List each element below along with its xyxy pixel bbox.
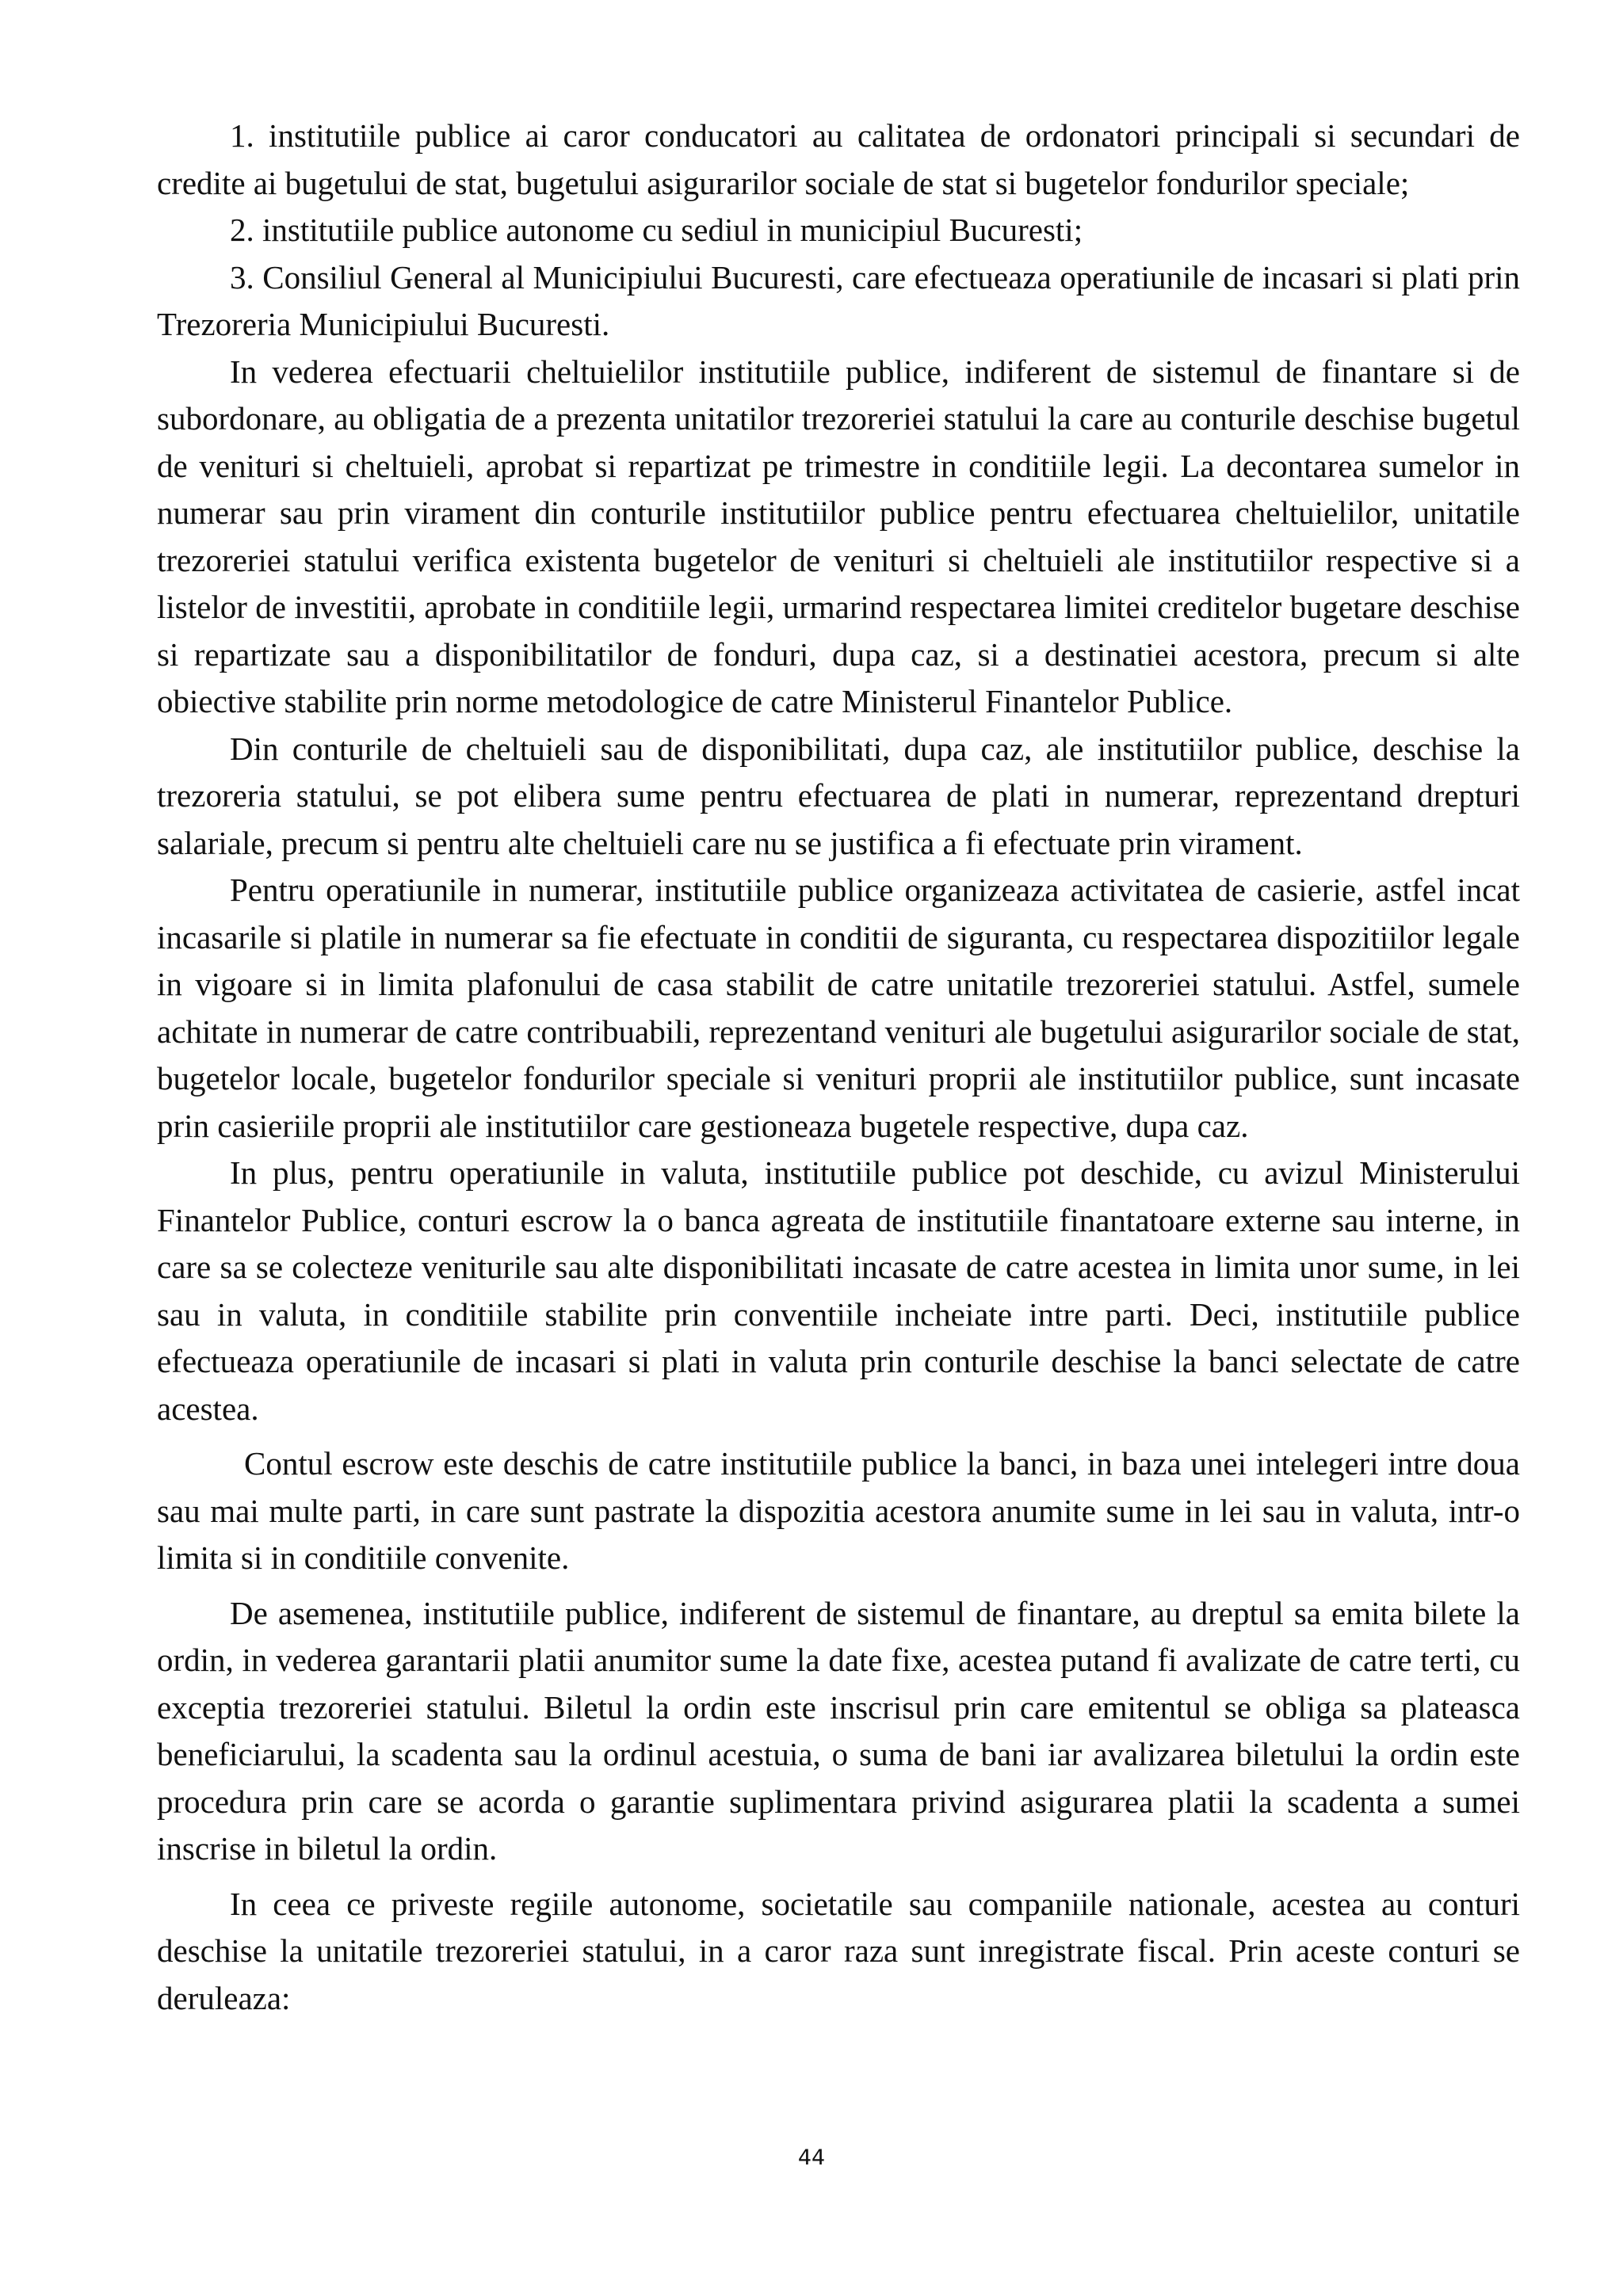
paragraph-cash-payments: Din conturile de cheltuieli sau de disponibilitati, dupa caz, ale institutiilor publice, deschise la trezoreria statului, se pot elibera sume pentru efectuarea de plati in numerar, reprezentand drepturi salariale, precum si pentru alte cheltuieli care nu se justifica a fi efectuate prin virament. <box>157 730 1520 861</box>
paragraph-escrow-account: Contul escrow este deschis de catre institutiile publice la banci, in baza unei intelegeri intre doua sau mai multe parti, in care sunt pastrate la dispozitia acestora anumite sume in lei sau in valuta, intr-o limita si in conditiile convenite. <box>157 1445 1520 1576</box>
list-item-1: 1. institutiile publice ai caror conducatori au calitatea de ordonatori principali si secundari de credite ai bugetului de stat, bugetului asigurarilor sociale de stat si bugetelor fondurilor speciale; <box>157 117 1520 201</box>
list-item-2: 2. institutiile publice autonome cu sediul in municipiul Bucuresti; <box>230 212 1083 248</box>
page-number: 44 <box>797 2145 826 2170</box>
list-item-3: 3. Consiliul General al Municipiului Bucuresti, care efectueaza operatiunile de incasari si plati prin Trezoreria Municipiului Bucuresti. <box>157 258 1520 342</box>
paragraph-promissory-notes: De asemenea, institutiile publice, indiferent de sistemul de finantare, au dreptul sa emita bilete la ordin, in vederea garantarii platii anumitor sume la date fixe, acestea putand fi avalizate de catre terti, cu exceptia trezoreriei statului. Biletul la ordin este inscrisul prin care emitentul se obliga sa plateasca beneficiarului, la scadenta sau la ordinul acestuia, o suma de bani iar avalizarea biletului la ordin este procedura prin care se acorda o garantie suplimentara privind asigurarea platii la scadenta a sumei inscrise in biletul la ordin. <box>157 1594 1520 1867</box>
document-page <box>157 113 1520 2022</box>
paragraph-currency-operations: In plus, pentru operatiunile in valuta, institutiile publice pot deschide, cu avizul Ministerului Finantelor Publice, conturi escrow la o banca agreata de institutiile finantatoare externe sau interne, in care sa se colecteze veniturile sau alte disponibilitati incasate de catre acestea in limita unor sume, in lei sau in valuta, in conditiile stabilite prin conventiile incheiate intre parti. Deci, institutiile publice efectueaza operatiunile de incasari si plati in valuta prin conturile deschise la banci selectate de catre acestea. <box>157 1154 1520 1427</box>
paragraph-autonomous-regies: In ceea ce priveste regiile autonome, societatile sau companiile nationale, acestea au conturi deschise la unitatile trezoreriei statului, in a caror raza sunt inregistrate fiscal. Prin aceste conturi se deruleaza: <box>157 1885 1520 2016</box>
paragraph-budget-expenses: In vederea efectuarii cheltuielilor institutiile publice, indiferent de sistemul de finantare si de subordonare, au obligatia de a prezenta unitatilor trezoreriei statului la care au conturile deschise bugetul de venituri si cheltuieli, aprobat si repartizat pe trimestre in conditiile legii. La decontarea sumelor in numerar sau prin virament din conturile institutiilor publice pentru efectuarea cheltuielilor, unitatile trezoreriei statului verifica existenta bugetelor de venituri si cheltuieli ale institutiilor respective si a listelor de investitii, aprobate in conditiile legii, urmarind respectarea limitei creditelor bugetare deschise si repartizate sau a disponibilitatilor de fonduri, dupa caz, si a destinatiei acestora, precum si alte obiective stabilite prin norme metodologice de catre Ministerul Finantelor Publice. <box>157 353 1520 719</box>
paragraph-cash-operations: Pentru operatiunile in numerar, institutiile publice organizeaza activitatea de casierie, astfel incat incasarile si platile in numerar sa fie efectuate in conditii de siguranta, cu respectarea dispozitiilor legale in vigoare si in limita plafonului de casa stabilit de catre unitatile trezoreriei statului. Astfel, sumele achitate in numerar de catre contribuabili, reprezentand venituri ale bugetului asigurarilor sociale de stat, bugetelor locale, bugetelor fondurilor speciale si venituri proprii ale institutiilor publice, sunt incasate prin casieriile proprii ale institutiilor care gestioneaza bugetele respective, dupa caz. <box>157 871 1520 1144</box>
